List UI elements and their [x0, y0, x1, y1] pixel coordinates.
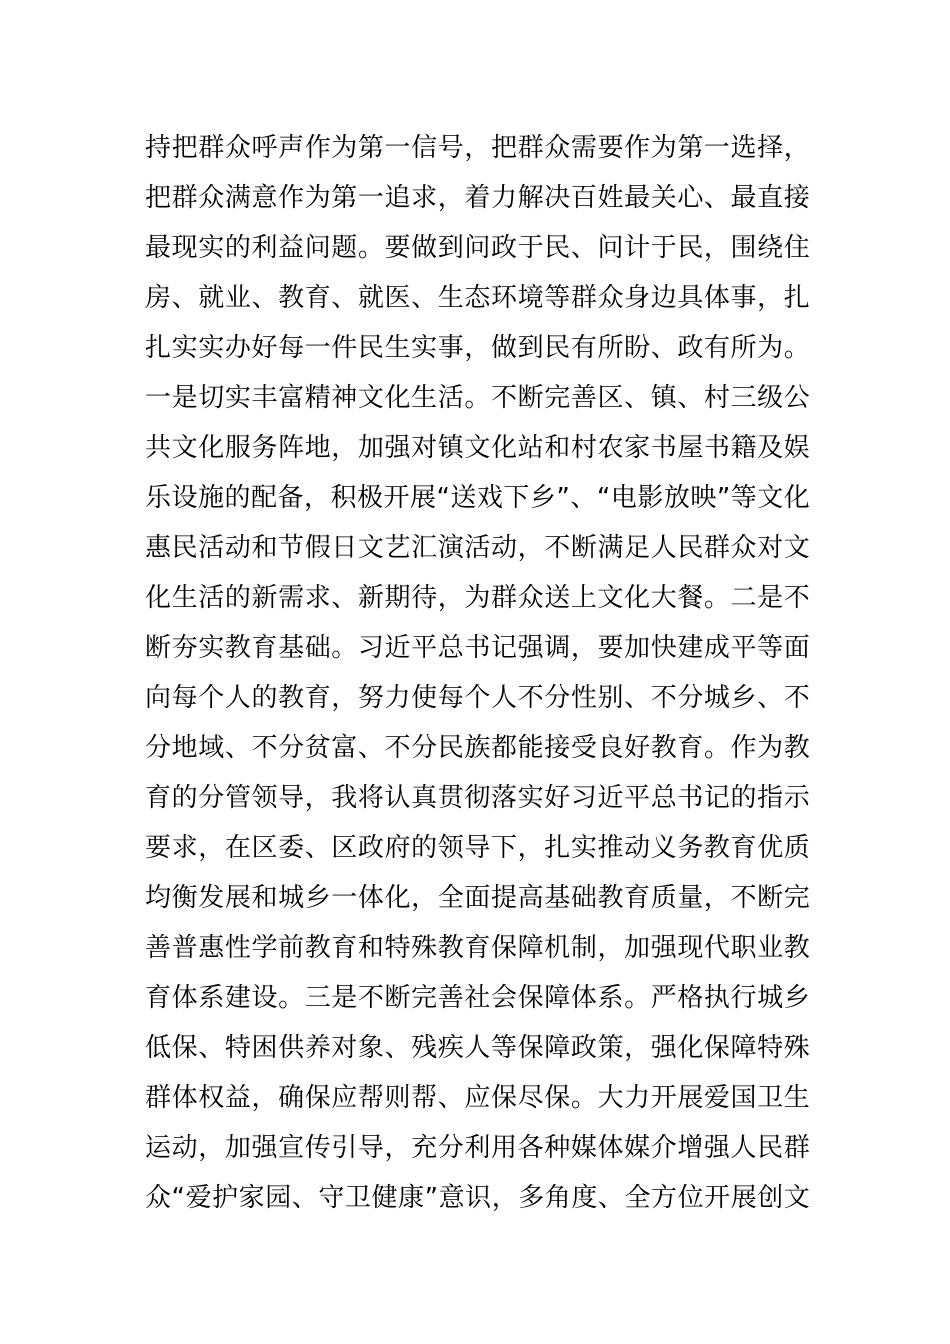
- text-line: 房、就业、教育、就医、生态环境等群众身边具体事，扎: [145, 283, 810, 313]
- text-line: 众“爱护家园、守卫健康”意识，多角度、全方位开展创文: [145, 1183, 810, 1213]
- text-line: 惠民活动和节假日文艺汇演活动，不断满足人民群众对文: [145, 533, 810, 563]
- text-line: 共文化服务阵地，加强对镇文化站和村农家书屋书籍及娱: [145, 433, 810, 463]
- text-line: 把群众满意作为第一追求，着力解决百姓最关心、最直接: [145, 183, 810, 213]
- text-line: 运动，加强宣传引导，充分利用各种媒体媒介增强人民群: [145, 1133, 810, 1163]
- body-text: [145, 123, 810, 1223]
- text-line: 善普惠性学前教育和特殊教育保障机制，加强现代职业教: [145, 933, 810, 963]
- text-line: 向每个人的教育，努力使每个人不分性别、不分城乡、不: [145, 683, 810, 713]
- text-line: 持把群众呼声作为第一信号，把群众需要作为第一选择，: [145, 133, 810, 163]
- text-line: 断夯实教育基础。习近平总书记强调，要加快建成平等面: [145, 633, 810, 663]
- text-line: 育体系建设。三是不断完善社会保障体系。严格执行城乡: [145, 983, 810, 1013]
- text-line: 分地域、不分贫富、不分民族都能接受良好教育。作为教: [145, 733, 810, 763]
- text-line: 均衡发展和城乡一体化，全面提高基础教育质量，不断完: [145, 883, 810, 913]
- text-line: 化生活的新需求、新期待，为群众送上文化大餐。二是不: [145, 583, 810, 613]
- text-line: 育的分管领导，我将认真贯彻落实好习近平总书记的指示: [145, 783, 810, 813]
- text-line: 要求，在区委、区政府的领导下，扎实推动义务教育优质: [145, 833, 810, 863]
- text-line: 低保、特困供养对象、残疾人等保障政策，强化保障特殊: [145, 1033, 810, 1063]
- text-line: 乐设施的配备，积极开展“送戏下乡”、“电影放映”等文化: [145, 483, 810, 513]
- text-line: 群体权益，确保应帮则帮、应保尽保。大力开展爱国卫生: [145, 1083, 810, 1113]
- text-line: 扎实实办好每一件民生实事，做到民有所盼、政有所为。: [145, 333, 810, 363]
- text-line: 最现实的利益问题。要做到问政于民、问计于民，围绕住: [145, 233, 810, 263]
- text-line: 一是切实丰富精神文化生活。不断完善区、镇、村三级公: [145, 383, 810, 413]
